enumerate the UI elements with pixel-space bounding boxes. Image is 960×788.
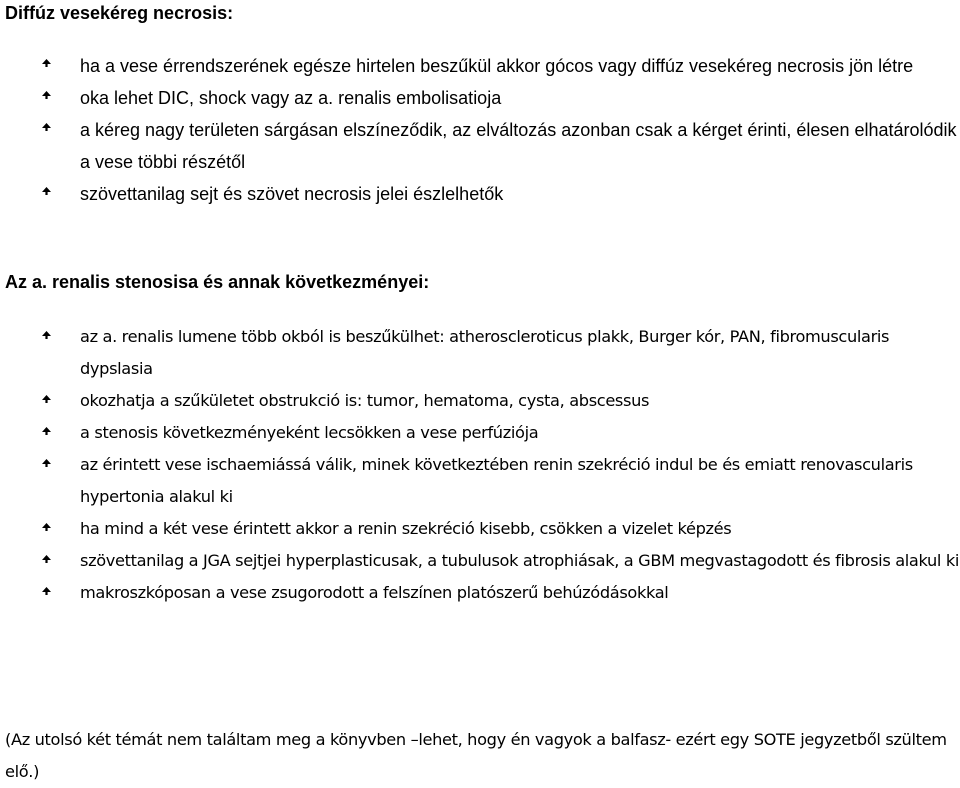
list-item-text: az a. renalis lumene több okból is beszűkülhet: atheroscleroticus plakk, Burger kór, PAN, fibromuscularis dypslasia xyxy=(80,327,890,378)
arrowhead-up-icon xyxy=(42,59,51,67)
list-item-text: oka lehet DIC, shock vagy az a. renalis embolisatioja xyxy=(80,88,502,108)
list-item xyxy=(0,449,960,513)
list-item-text: a kéreg nagy területen sárgásan elszíneződik, az elváltozás azonban csak a kérget érinti, élesen elhatárolódik a vese többi részétől xyxy=(80,120,957,172)
list-item-text: szövettanilag a JGA sejtjei hyperplasticusak, a tubulusok atrophiásak, a GBM megvastagodott és fibrosis alakul ki xyxy=(80,551,960,570)
arrowhead-up-icon xyxy=(42,395,51,403)
arrowhead-up-icon xyxy=(42,331,51,339)
list-item xyxy=(0,178,960,210)
list-item-text: az érintett vese ischaemiássá válik, minek következtében renin szekréció indul be és emiatt renovascularis hypertonia alakul ki xyxy=(80,455,913,506)
list-item-text: ha a vese érrendszerének egésze hirtelen beszűkül akkor gócos vagy diffúz vesekéreg necrosis jön létre xyxy=(80,56,914,76)
section-title-diffuse-necrosis: Diffúz vesekéreg necrosis: xyxy=(5,3,234,23)
bullet-list-renal-stenosis xyxy=(0,321,960,609)
arrowhead-up-icon xyxy=(42,555,51,563)
list-item xyxy=(0,50,960,82)
arrowhead-up-icon xyxy=(42,123,51,131)
arrowhead-up-icon xyxy=(42,427,51,435)
section-title-renal-stenosis: Az a. renalis stenosisa és annak következményei: xyxy=(5,272,430,292)
footnote: (Az utolsó két témát nem találtam meg a könyvben –lehet, hogy én vagyok a balfasz- ezért egy SOTE jegyzetből szültem elő.) xyxy=(5,730,947,781)
bullet-list-diffuse-necrosis xyxy=(0,50,960,210)
list-item-text: a stenosis következményeként lecsökken a vese perfúziója xyxy=(80,423,539,442)
list-item xyxy=(0,385,960,417)
list-item-text: ha mind a két vese érintett akkor a renin szekréció kisebb, csökken a vizelet képzés xyxy=(80,519,732,538)
arrowhead-up-icon xyxy=(42,587,51,595)
list-item xyxy=(0,321,960,385)
arrowhead-up-icon xyxy=(42,523,51,531)
list-item xyxy=(0,82,960,114)
list-item-text: szövettanilag sejt és szövet necrosis jelei észlelhetők xyxy=(80,184,504,204)
list-item xyxy=(0,545,960,577)
list-item-text: makroszkóposan a vese zsugorodott a felszínen platószerű behúzódásokkal xyxy=(80,583,669,602)
arrowhead-up-icon xyxy=(42,187,51,195)
arrowhead-up-icon xyxy=(42,91,51,99)
list-item-text: okozhatja a szűkületet obstrukció is: tumor, hematoma, cysta, abscessus xyxy=(80,391,650,410)
list-item xyxy=(0,114,960,178)
list-item xyxy=(0,577,960,609)
list-item xyxy=(0,417,960,449)
list-item xyxy=(0,513,960,545)
arrowhead-up-icon xyxy=(42,459,51,467)
